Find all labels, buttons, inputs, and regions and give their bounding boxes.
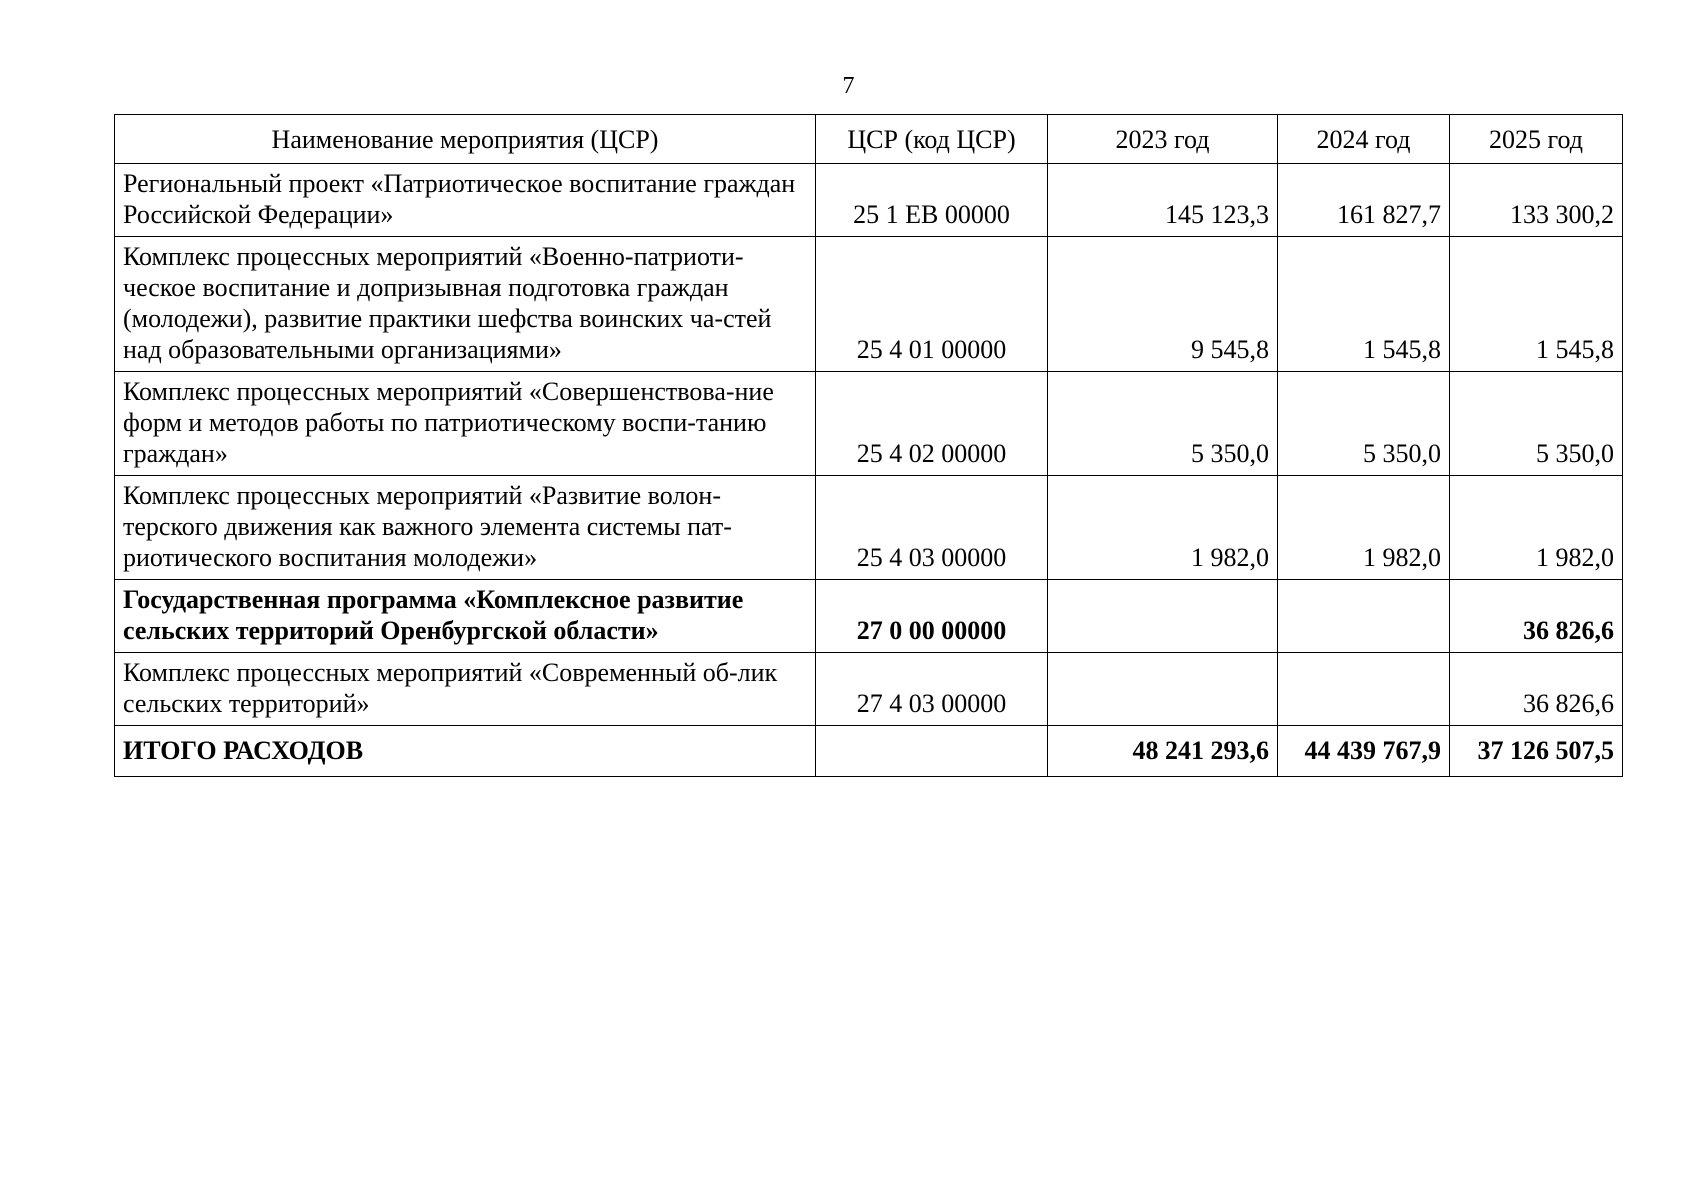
year-2023-cell: 1 982,0 — [1048, 476, 1278, 580]
expenses-table — [114, 114, 1623, 777]
csr-code-cell: 25 4 02 00000 — [816, 372, 1048, 476]
year-2023-cell: 5 350,0 — [1048, 372, 1278, 476]
table-row — [115, 237, 1623, 372]
csr-code-cell: 25 1 ЕВ 00000 — [816, 164, 1048, 237]
year-2024-cell: 5 350,0 — [1278, 372, 1450, 476]
program-name-cell: Государственная программа «Комплексное развитие сельских территорий Оренбургской области» — [115, 580, 816, 653]
total-2025: 37 126 507,5 — [1450, 726, 1623, 777]
total-row — [115, 726, 1623, 777]
year-2024-cell — [1278, 653, 1450, 726]
total-2024: 44 439 767,9 — [1278, 726, 1450, 777]
year-2024-cell — [1278, 580, 1450, 653]
table-row — [115, 476, 1623, 580]
year-2025-cell: 1 982,0 — [1450, 476, 1623, 580]
year-2025-cell: 1 545,8 — [1450, 237, 1623, 372]
header-year-2023: 2023 год — [1048, 115, 1278, 164]
table-header-row — [115, 115, 1623, 164]
year-2024-cell: 1 545,8 — [1278, 237, 1450, 372]
csr-code-cell: 25 4 01 00000 — [816, 237, 1048, 372]
total-code-cell — [816, 726, 1048, 777]
header-year-2025: 2025 год — [1450, 115, 1623, 164]
total-label: ИТОГО РАСХОДОВ — [115, 726, 816, 777]
table-row — [115, 372, 1623, 476]
year-2025-cell: 36 826,6 — [1450, 580, 1623, 653]
table-row — [115, 653, 1623, 726]
year-2023-cell: 9 545,8 — [1048, 237, 1278, 372]
year-2023-cell: 145 123,3 — [1048, 164, 1278, 237]
activity-name-cell: Комплекс процессных мероприятий «Военно-патриоти-ческое воспитание и допризывная подготовка граждан (молодежи), развитие практики шефства воинских ча-стей над образовательными организациями» — [115, 237, 816, 372]
year-2023-cell — [1048, 580, 1278, 653]
csr-code-cell: 25 4 03 00000 — [816, 476, 1048, 580]
page-number: 7 — [842, 73, 855, 99]
header-csr-code: ЦСР (код ЦСР) — [816, 115, 1048, 164]
table-row-program — [115, 580, 1623, 653]
year-2025-cell: 36 826,6 — [1450, 653, 1623, 726]
year-2025-cell: 5 350,0 — [1450, 372, 1623, 476]
table-row — [115, 164, 1623, 237]
year-2023-cell — [1048, 653, 1278, 726]
year-2024-cell: 1 982,0 — [1278, 476, 1450, 580]
activity-name-cell: Комплекс процессных мероприятий «Развитие волон-терского движения как важного элемента системы пат-риотического воспитания молодежи» — [115, 476, 816, 580]
activity-name-cell: Комплекс процессных мероприятий «Современный об-лик сельских территорий» — [115, 653, 816, 726]
total-2023: 48 241 293,6 — [1048, 726, 1278, 777]
header-activity-name: Наименование мероприятия (ЦСР) — [115, 115, 816, 164]
activity-name-cell: Региональный проект «Патриотическое воспитание граждан Российской Федерации» — [115, 164, 816, 237]
header-year-2024: 2024 год — [1278, 115, 1450, 164]
year-2024-cell: 161 827,7 — [1278, 164, 1450, 237]
csr-code-cell: 27 4 03 00000 — [816, 653, 1048, 726]
activity-name-cell: Комплекс процессных мероприятий «Совершенствова-ние форм и методов работы по патриотическому воспи-танию граждан» — [115, 372, 816, 476]
year-2025-cell: 133 300,2 — [1450, 164, 1623, 237]
csr-code-cell: 27 0 00 00000 — [816, 580, 1048, 653]
